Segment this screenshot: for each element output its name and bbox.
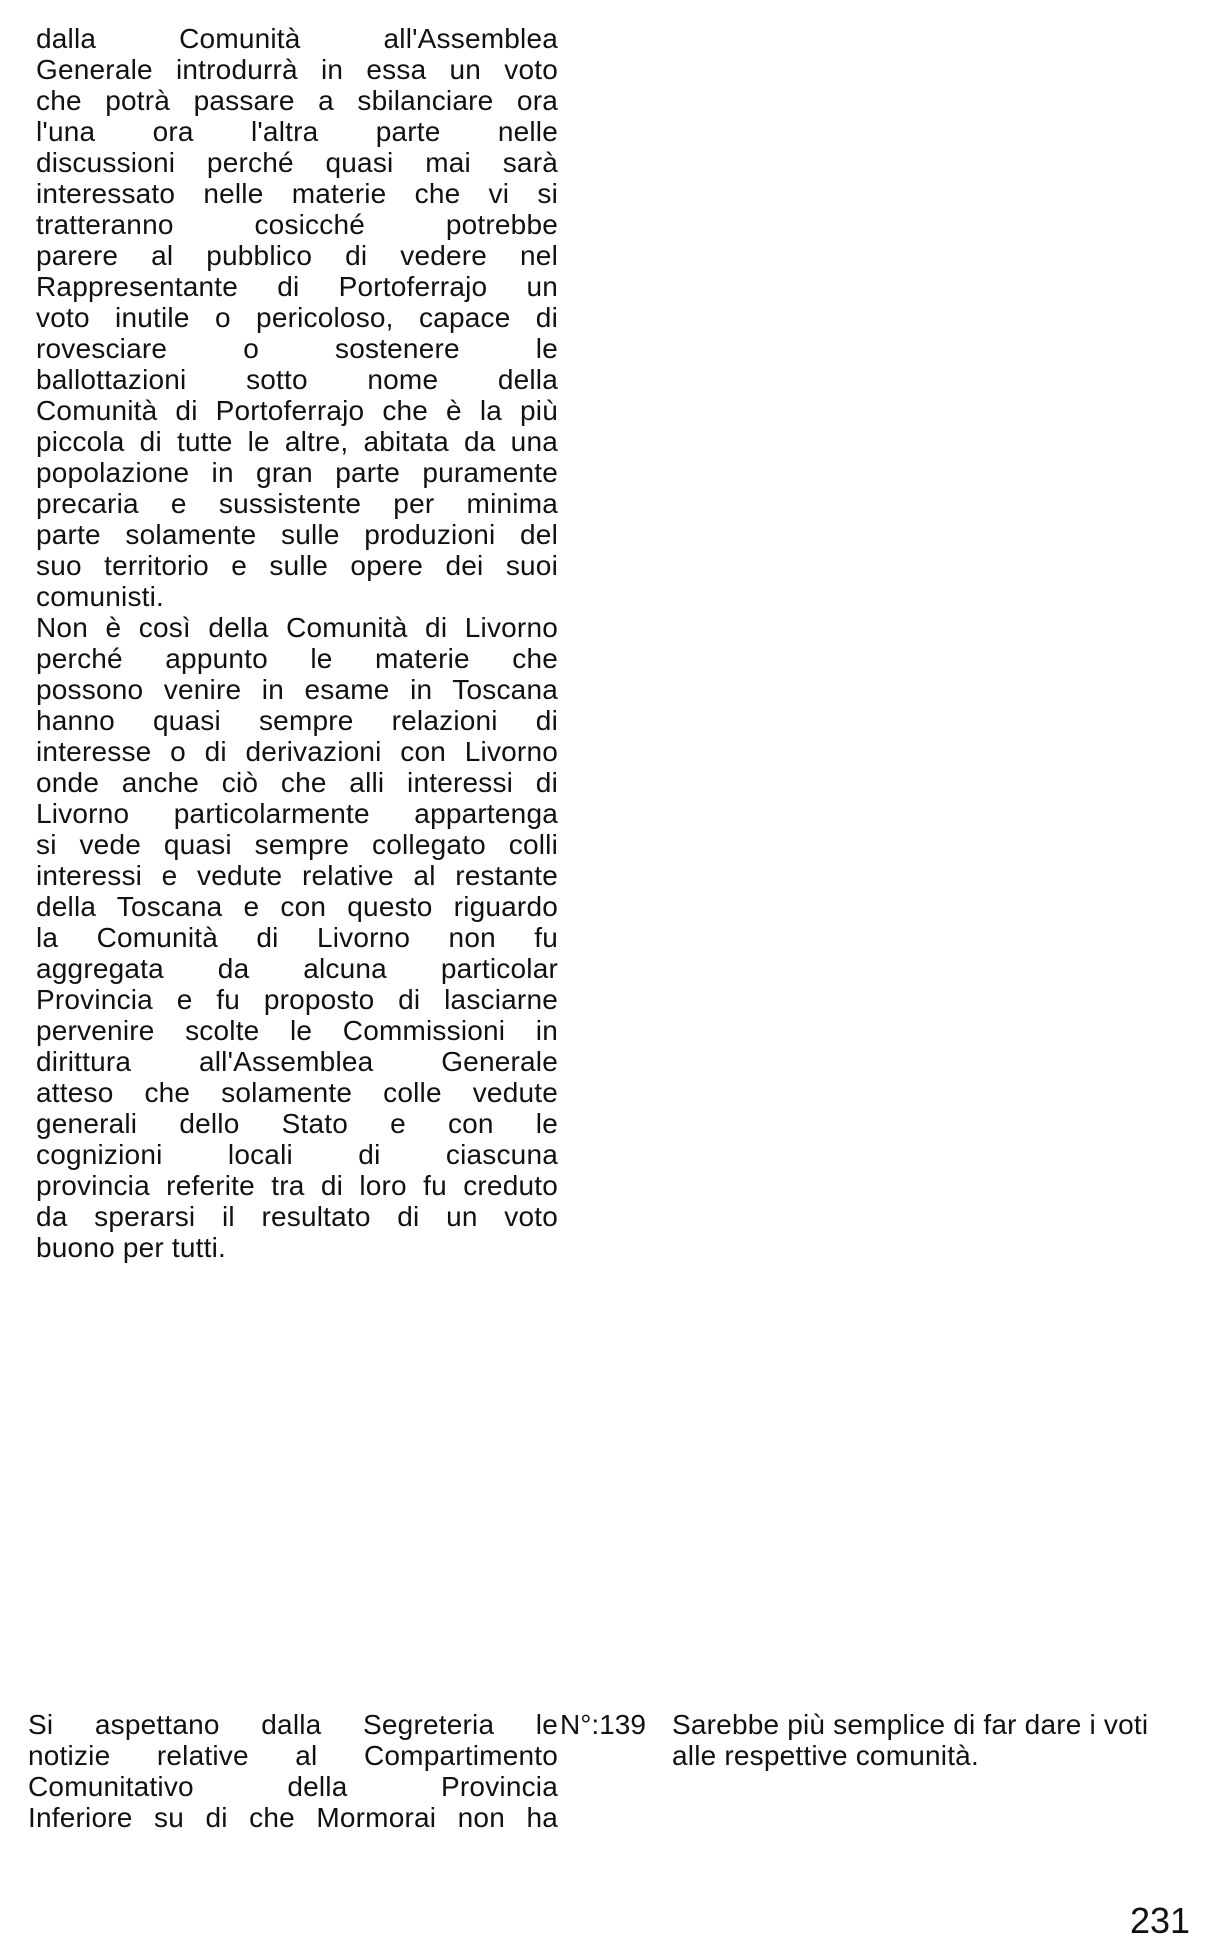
text-line: Si aspettano dalla Segreteria le (28, 1709, 558, 1740)
text-line: parere al pubblico di vedere nel (36, 240, 558, 271)
text-line: che potrà passare a sbilanciare ora (36, 85, 558, 116)
text-line: voto inutile o pericoloso, capace di (36, 302, 558, 333)
text-line: tratteranno cosicché potrebbe (36, 209, 558, 240)
text-line: l'una ora l'altra parte nelle (36, 116, 558, 147)
page-number: 231 (1130, 1900, 1191, 1941)
text-line: aggregata da alcuna particolar (36, 953, 558, 984)
text-line: generali dello Stato e con le (36, 1108, 558, 1139)
text-line: suo territorio e sulle opere dei suoi (36, 550, 558, 581)
text-line: pervenire scolte le Commissioni in (36, 1015, 558, 1046)
text-line: Livorno particolarmente appartenga (36, 798, 558, 829)
text-line: della Toscana e con questo riguardo (36, 891, 558, 922)
text-line: la Comunità di Livorno non fu (36, 922, 558, 953)
text-line: Comunità di Portoferrajo che è la più (36, 395, 558, 426)
text-line: Inferiore su di che Mormorai non ha (28, 1802, 558, 1833)
text-line: Rappresentante di Portoferrajo un (36, 271, 558, 302)
text-line: ballottazioni sotto nome della (36, 364, 558, 395)
text-line: notizie relative al Compartimento (28, 1740, 558, 1771)
text-line: parte solamente sulle produzioni del (36, 519, 558, 550)
text-line: precaria e sussistente per minima (36, 488, 558, 519)
text-line: interesse o di derivazioni con Livorno (36, 736, 558, 767)
text-line: discussioni perché quasi mai sarà (36, 147, 558, 178)
note-line: alle respettive comunità. (672, 1740, 979, 1771)
text-line: Non è così della Comunità di Livorno (36, 612, 558, 643)
text-line: Generale introdurrà in essa un voto (36, 54, 558, 85)
text-line: atteso che solamente colle vedute (36, 1077, 558, 1108)
text-line: comunisti. (36, 581, 165, 612)
text-line: cognizioni locali di ciascuna (36, 1139, 558, 1170)
text-line: hanno quasi sempre relazioni di (36, 705, 558, 736)
text-line: interessato nelle materie che vi si (36, 178, 558, 209)
note-line: Sarebbe più semplice di far dare i voti (672, 1709, 1149, 1740)
text-line: dalla Comunità all'Assemblea (36, 23, 558, 54)
text-line: interessi e vedute relative al restante (36, 860, 558, 891)
text-line: popolazione in gran parte puramente (36, 457, 558, 488)
text-line: onde anche ciò che alli interessi di (36, 767, 558, 798)
item-number-marker: N°:139 (560, 1709, 646, 1740)
text-line: rovesciare o sostenere le (36, 333, 558, 364)
text-line: buono per tutti. (36, 1232, 226, 1263)
text-line: Comunitativo della Provincia (28, 1771, 558, 1802)
text-line: da sperarsi il resultato di un voto (36, 1201, 558, 1232)
text-line: dirittura all'Assemblea Generale (36, 1046, 558, 1077)
text-line: si vede quasi sempre collegato colli (36, 829, 558, 860)
text-line: possono venire in esame in Toscana (36, 674, 558, 705)
text-line: provincia referite tra di loro fu creduto (36, 1170, 558, 1201)
text-line: perché appunto le materie che (36, 643, 558, 674)
text-line: Provincia e fu proposto di lasciarne (36, 984, 558, 1015)
text-line: piccola di tutte le altre, abitata da una (36, 426, 558, 457)
